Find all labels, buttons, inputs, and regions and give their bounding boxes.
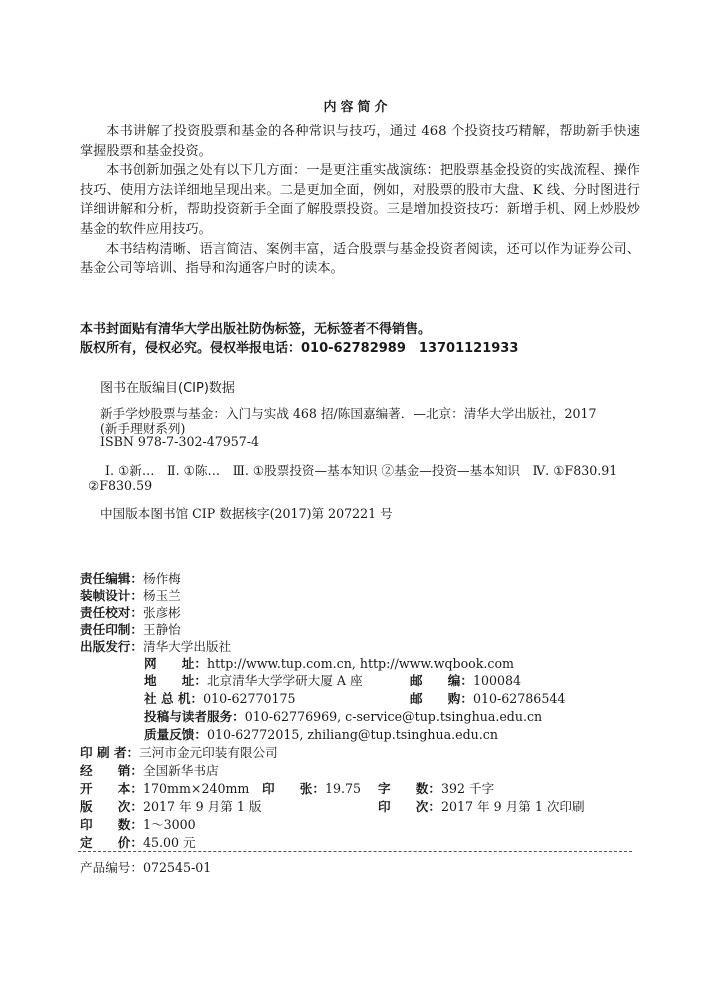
credit-label: 印 次： [378, 799, 441, 814]
credit-value: 392 千字 [440, 781, 495, 796]
credit-label: 社 总 机： [144, 691, 204, 706]
credit-value: 全国新华书店 [142, 763, 219, 778]
product-code-label: 产品编号： [80, 860, 143, 875]
credit-label: 印 刷 者： [80, 745, 140, 760]
credit-value: 010-62770175 [203, 691, 296, 706]
credit-label: 定 价： [80, 835, 143, 850]
product-code [80, 857, 211, 876]
synopsis-paragraph: 本书结构清晰、语言简洁、案例丰富，适合股票与基金投资者阅读，还可以作为证券公司、基金公司等培训、指导和沟通客户时的读本。 [80, 241, 640, 277]
synopsis-paragraph: 本书创新加强之处有以下几方面：一是更注重实战演练：把股票基金投资的实战流程、操作技巧、使用方法详细地呈现出来。二是更加全面，例如，对股票的股市大盘、K 线、分时图进行详细讲解和分析，帮助投资新手全面了解股票投资。三是增加投资技巧：新增手机、网上炒股炒基金的软件应用技巧。 [80, 163, 640, 237]
credit-value: 170mm×240mm [142, 781, 250, 796]
credit-value: 010-62772015, zhiliang@tup.tsinghua.edu.cn [206, 727, 498, 742]
credit-label: 版 次： [80, 799, 143, 814]
cip-series: (新手理财系列) [100, 421, 186, 436]
credit-value: 清华大学出版社 [142, 639, 232, 654]
credit-edition [80, 796, 261, 815]
credit-value: 杨玉兰 [142, 588, 181, 603]
credit-label: 责任编辑： [80, 571, 143, 586]
credit-value: 19.75 [324, 781, 362, 796]
synopsis-paragraph: 本书讲解了投资股票和基金的各种常识与技巧，通过 468 个投资技巧精解，帮助新手快速掌握股票和基金投资。 [80, 124, 640, 159]
credit-label: 印 张： [262, 781, 325, 796]
credit-label: 地 址： [144, 673, 207, 688]
cip-heading: 图书在版编目(CIP)数据 [100, 381, 235, 396]
credit-label: 装帧设计： [80, 588, 143, 603]
credit-label: 质量反馈： [144, 727, 207, 742]
cip-classification: Ⅰ. ①新… Ⅱ. ①陈… Ⅲ. ①股票投资—基本知识 ②基金—投资—基本知识 Ⅳ. ①F830.91 [105, 463, 618, 478]
credit-value: 100084 [472, 673, 522, 688]
cip-entry: 新手学炒股票与基金：入门与实战 468 招/陈国嘉编著．—北京：清华大学出版社，2017 [100, 406, 597, 421]
credit-label: 责任校对： [80, 605, 143, 620]
synopsis-title: 内容简介 [323, 100, 392, 115]
credit-value: 2017 年 9 月第 1 版 [142, 799, 262, 814]
credit-label: 投稿与读者服务： [144, 709, 245, 724]
credit-wordcount [378, 778, 494, 797]
credit-sheets [262, 778, 361, 797]
credit-value: 2017 年 9 月第 1 次印刷 [440, 799, 585, 814]
anti-counterfeit-notice: 本书封面贴有清华大学出版社防伪标签，无标签者不得销售。 [80, 322, 432, 337]
credit-label: 开 本： [80, 781, 143, 796]
product-code-value: 072545-01 [142, 860, 212, 875]
cip-isbn: ISBN 978-7-302-47957-4 [100, 434, 260, 449]
credit-value: 北京清华大学学研大厦 A 座 [206, 673, 363, 688]
credit-mailorder [410, 688, 565, 707]
credit-impression [378, 796, 585, 815]
credit-format [80, 778, 249, 797]
credit-postcode [410, 670, 521, 689]
credit-label: 邮 编： [410, 673, 473, 688]
credit-printrun [80, 814, 196, 833]
credit-distributor [80, 760, 219, 779]
credit-value: 45.00 元 [142, 835, 196, 850]
credit-address [144, 670, 363, 689]
copyright-notice: 版权所有，侵权必究。侵权举报电话：010-62782989 13701121933 [80, 341, 519, 356]
credit-value: 张彦彬 [142, 605, 181, 620]
credit-value: 王静怡 [142, 622, 181, 637]
divider-line [78, 851, 632, 852]
credit-label: 网 址： [144, 656, 207, 671]
synopsis-body [80, 122, 640, 279]
credit-value: 三河市金元印装有限公司 [139, 745, 278, 760]
credit-value: http://www.tup.com.cn, http://www.wqbook.com [206, 656, 514, 671]
credit-contribution [144, 706, 542, 725]
credit-value: 010-62776969, c-service@tup.tsinghua.edu.cn [244, 709, 543, 724]
credit-price [80, 832, 196, 851]
credit-value: 010-62786544 [472, 691, 566, 706]
credit-switchboard [144, 688, 296, 707]
credit-label: 邮 购： [410, 691, 473, 706]
credit-label: 字 数： [378, 781, 441, 796]
credit-value: 1～3000 [142, 817, 196, 832]
cip-classification-cont: ②F830.59 [88, 478, 153, 493]
credit-label: 经 销： [80, 763, 143, 778]
cip-record: 中国版本图书馆 CIP 数据核字(2017)第 207221 号 [100, 506, 393, 521]
credit-label: 印 数： [80, 817, 143, 832]
credit-label: 责任印制： [80, 622, 143, 637]
credit-printer [80, 742, 278, 761]
credit-label: 出版发行： [80, 639, 143, 654]
credit-value: 杨作梅 [142, 571, 181, 586]
credit-quality [144, 724, 498, 743]
